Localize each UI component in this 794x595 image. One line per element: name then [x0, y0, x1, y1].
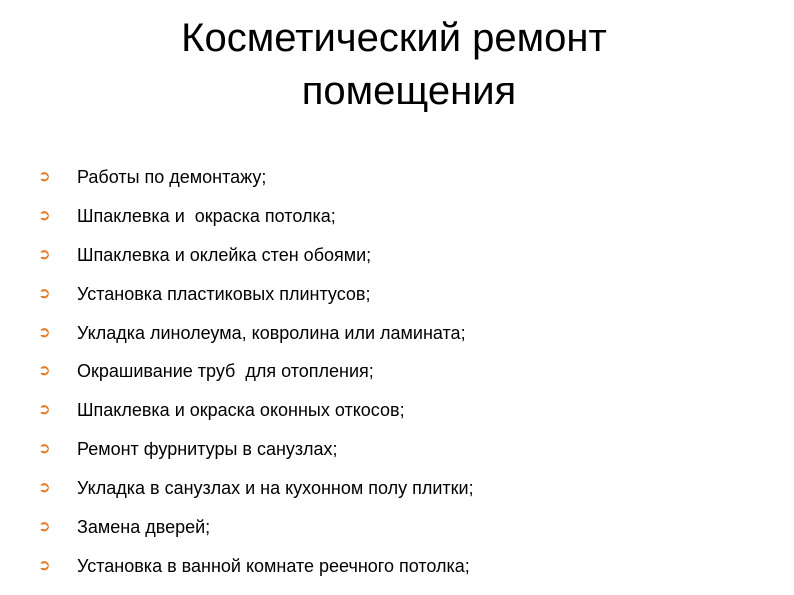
- list-item-text: Окрашивание труб для отопления;: [77, 361, 374, 382]
- list-item: [0, 197, 794, 236]
- list-item-text: Укладка в санузлах и на кухонном полу плитки;: [77, 478, 474, 499]
- arrow-bullet-icon: ➲: [38, 245, 51, 263]
- list-item-text: Установка в ванной комнате реечного потолка;: [77, 555, 470, 576]
- arrow-bullet-icon: ➲: [38, 168, 51, 185]
- list-item-text: Замена дверей;: [77, 517, 211, 538]
- arrow-bullet-icon: ➲: [38, 556, 51, 574]
- list-item-text: Ремонт фурнитуры в санузлах;: [77, 439, 338, 460]
- arrow-bullet-icon: ➲: [38, 323, 51, 341]
- list-item: [0, 430, 794, 469]
- list-item-text: Шпаклевка и окраска оконных откосов;: [77, 400, 405, 421]
- arrow-bullet-icon: ➲: [38, 362, 51, 380]
- arrow-bullet-icon: ➲: [38, 284, 51, 302]
- title-line-2: помещения: [301, 69, 517, 113]
- list-item-text: Установка пластиковых плинтусов;: [77, 283, 371, 304]
- arrow-bullet-icon: ➲: [38, 440, 51, 458]
- list-item: [0, 469, 794, 508]
- list-item-text: Шпаклевка и оклейка стен обоями;: [77, 244, 372, 265]
- list-item: [0, 236, 794, 275]
- arrow-bullet-icon: ➲: [38, 401, 51, 419]
- list-item: [0, 508, 794, 547]
- list-item-text: Работы по демонтажу;: [77, 167, 267, 187]
- list-item: [0, 391, 794, 430]
- list-item-text: Укладка линолеума, ковролина или ламината;: [77, 322, 466, 343]
- slide-title: [0, 12, 794, 118]
- list-item: [0, 158, 794, 197]
- list-item: [0, 352, 794, 391]
- arrow-bullet-icon: ➲: [38, 479, 51, 497]
- title-line-1: Косметический ремонт: [181, 16, 607, 60]
- bullet-list: [0, 158, 794, 586]
- arrow-bullet-icon: ➲: [38, 206, 51, 224]
- arrow-bullet-icon: ➲: [38, 518, 51, 536]
- list-item: [0, 314, 794, 353]
- list-item: [0, 547, 794, 586]
- list-item-text: Шпаклевка и окраска потолка;: [77, 205, 336, 226]
- list-item: [0, 275, 794, 314]
